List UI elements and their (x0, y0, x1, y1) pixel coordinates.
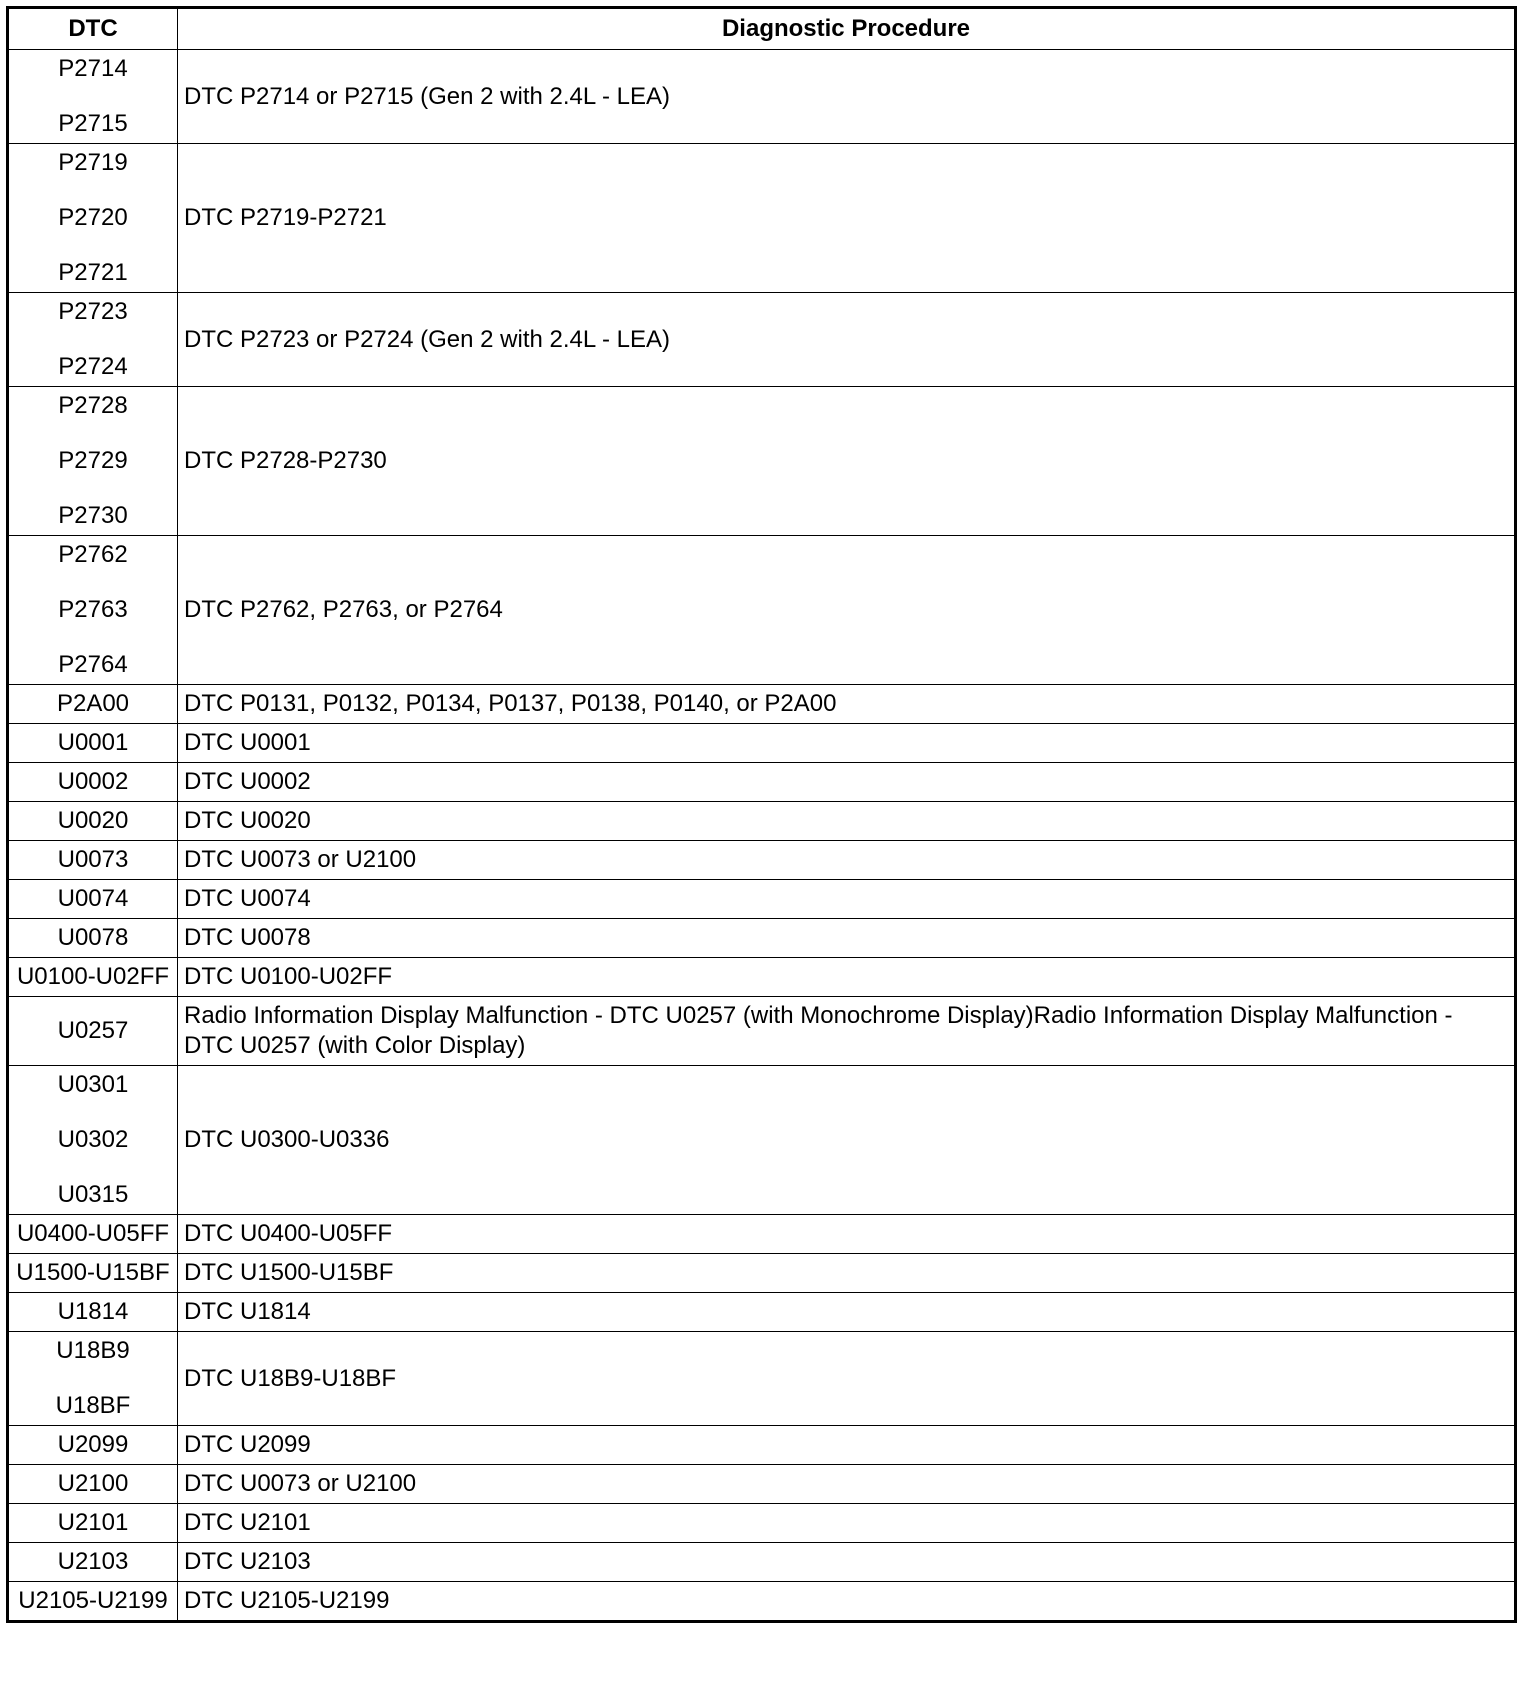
procedure-cell (178, 1293, 1516, 1332)
table-row (8, 1254, 1516, 1293)
procedure-link[interactable]: DTC P2723 or P2724 (Gen 2 with 2.4L - LEA) (184, 325, 671, 353)
dtc-code: U0100-U02FF (16, 963, 170, 990)
table-row (8, 880, 1516, 919)
procedure-link[interactable]: DTC U0078 (184, 924, 311, 951)
procedure-link[interactable]: DTC U2103 (184, 1548, 311, 1575)
procedure-cell (178, 802, 1516, 841)
dtc-code: U2105-U2199 (18, 1587, 168, 1614)
dtc-code: P2730 (58, 502, 128, 529)
procedure-link[interactable]: Radio Information Display Malfunction - DTC U0257 (with Monochrome Display)Radio Information Display Malfunction - DTC U0257 (with Color Display) (184, 1002, 1453, 1059)
table-row (8, 536, 1516, 685)
table-row (8, 1465, 1516, 1504)
procedure-link[interactable]: DTC P2762, P2763, or P2764 (184, 596, 503, 623)
table-row (8, 1582, 1516, 1622)
table-row (8, 802, 1516, 841)
table-row (8, 1504, 1516, 1543)
dtc-cell (8, 1426, 178, 1465)
procedure-cell (178, 1504, 1516, 1543)
dtc-code: U2103 (57, 1548, 129, 1575)
procedure-link[interactable]: DTC U0073 or U2100 (184, 846, 417, 873)
dtc-cell (8, 880, 178, 919)
dtc-cell (8, 1582, 178, 1622)
procedure-cell (178, 387, 1516, 536)
dtc-code: U0257 (57, 1017, 129, 1044)
dtc-code: P2728 (58, 392, 128, 419)
procedure-cell (178, 1332, 1516, 1426)
procedure-link[interactable]: DTC U0300-U0336 (184, 1126, 390, 1153)
dtc-code: U0020 (57, 807, 129, 834)
table-row (8, 1332, 1516, 1426)
table-row (8, 144, 1516, 293)
table-row (8, 387, 1516, 536)
procedure-cell (178, 841, 1516, 880)
dtc-code: U2100 (57, 1470, 129, 1497)
procedure-link[interactable]: DTC P2719-P2721 (184, 204, 387, 231)
dtc-header: DTC (8, 8, 178, 50)
dtc-code: U2099 (57, 1431, 129, 1458)
dtc-cell (8, 958, 178, 997)
dtc-code: U2101 (57, 1509, 129, 1536)
dtc-cell (8, 536, 178, 685)
procedure-link[interactable]: DTC U0400-U05FF (184, 1220, 393, 1247)
dtc-cell (8, 1215, 178, 1254)
dtc-code: P2729 (58, 447, 128, 474)
dtc-code: U0315 (57, 1181, 129, 1208)
table-row (8, 841, 1516, 880)
dtc-code: U18BF (55, 1392, 131, 1419)
dtc-table (6, 6, 1517, 1623)
procedure-link[interactable]: DTC U1500-U15BF (184, 1259, 394, 1286)
procedure-link[interactable]: DTC U2105-U2199 (184, 1587, 390, 1614)
dtc-cell (8, 144, 178, 293)
procedure-link[interactable]: DTC U0020 (184, 807, 311, 834)
procedure-link[interactable]: DTC U0001 (184, 729, 311, 756)
dtc-code: P2762 (58, 541, 128, 568)
procedure-header: Diagnostic Procedure (178, 8, 1516, 50)
dtc-cell (8, 919, 178, 958)
dtc-code: U18B9 (56, 1337, 130, 1364)
procedure-link[interactable]: DTC U0002 (184, 768, 311, 795)
dtc-cell (8, 1254, 178, 1293)
dtc-cell (8, 997, 178, 1066)
dtc-code: P2714 (58, 55, 128, 82)
dtc-cell (8, 293, 178, 387)
dtc-code: U0002 (57, 768, 129, 795)
table-row (8, 1066, 1516, 1215)
procedure-cell (178, 880, 1516, 919)
procedure-cell (178, 293, 1516, 387)
dtc-cell (8, 724, 178, 763)
dtc-code: U0074 (57, 885, 129, 912)
procedure-cell (178, 1465, 1516, 1504)
procedure-cell (178, 958, 1516, 997)
dtc-code: P2721 (58, 259, 128, 286)
dtc-cell (8, 1066, 178, 1215)
dtc-code: P2720 (58, 204, 128, 231)
table-row (8, 763, 1516, 802)
procedure-cell (178, 1066, 1516, 1215)
dtc-cell (8, 802, 178, 841)
table-row (8, 724, 1516, 763)
dtc-cell (8, 1332, 178, 1426)
procedure-link[interactable]: DTC P2728-P2730 (184, 447, 387, 474)
header-row (8, 8, 1516, 50)
dtc-code: P2A00 (56, 690, 130, 717)
dtc-cell (8, 1543, 178, 1582)
procedure-link[interactable]: DTC P2714 or P2715 (Gen 2 with 2.4L - LEA) (184, 82, 671, 110)
table-row (8, 1215, 1516, 1254)
dtc-cell (8, 685, 178, 724)
dtc-code: U0001 (57, 729, 129, 756)
procedure-cell (178, 1543, 1516, 1582)
dtc-cell (8, 1293, 178, 1332)
procedure-link[interactable]: DTC U1814 (184, 1298, 311, 1325)
dtc-cell (8, 387, 178, 536)
dtc-code: P2724 (58, 353, 128, 380)
dtc-cell (8, 1465, 178, 1504)
dtc-code: P2764 (58, 651, 128, 678)
procedure-cell (178, 1254, 1516, 1293)
procedure-cell (178, 763, 1516, 802)
procedure-link[interactable]: DTC U0100-U02FF (184, 963, 393, 990)
procedure-cell (178, 724, 1516, 763)
procedure-cell (178, 536, 1516, 685)
dtc-code: P2763 (58, 596, 128, 623)
table-row (8, 997, 1516, 1066)
dtc-cell (8, 763, 178, 802)
dtc-code: U0073 (57, 846, 129, 873)
table-row (8, 1426, 1516, 1465)
table-row (8, 50, 1516, 144)
procedure-cell (178, 1215, 1516, 1254)
table-row (8, 958, 1516, 997)
dtc-code: U0400-U05FF (16, 1220, 170, 1247)
table-body (8, 50, 1516, 1622)
procedure-cell (178, 997, 1516, 1066)
procedure-link[interactable]: DTC U18B9-U18BF (184, 1364, 397, 1392)
dtc-code: U1814 (57, 1298, 129, 1325)
dtc-code: U0302 (57, 1126, 129, 1153)
procedure-cell (178, 685, 1516, 724)
procedure-link[interactable]: DTC U2099 (184, 1431, 311, 1458)
dtc-cell (8, 50, 178, 144)
dtc-code: P2719 (58, 149, 128, 176)
procedure-cell (178, 50, 1516, 144)
dtc-cell (8, 1504, 178, 1543)
dtc-cell (8, 841, 178, 880)
procedure-link[interactable]: DTC U0074 (184, 885, 311, 912)
procedure-link[interactable]: DTC U0073 or U2100 (184, 1470, 417, 1497)
dtc-code: P2715 (58, 110, 128, 137)
dtc-code: U0301 (57, 1071, 129, 1098)
dtc-code: P2723 (58, 298, 128, 325)
procedure-cell (178, 919, 1516, 958)
table-row (8, 1543, 1516, 1582)
dtc-code: U0078 (57, 924, 129, 951)
table-row (8, 293, 1516, 387)
table-row (8, 919, 1516, 958)
procedure-link[interactable]: DTC P0131, P0132, P0134, P0137, P0138, P0140, or P2A00 (184, 690, 837, 717)
dtc-code: U1500-U15BF (16, 1259, 170, 1286)
procedure-link[interactable]: DTC U2101 (184, 1509, 311, 1536)
table-row (8, 1293, 1516, 1332)
procedure-cell (178, 1426, 1516, 1465)
table-row (8, 685, 1516, 724)
procedure-cell (178, 144, 1516, 293)
procedure-cell (178, 1582, 1516, 1622)
